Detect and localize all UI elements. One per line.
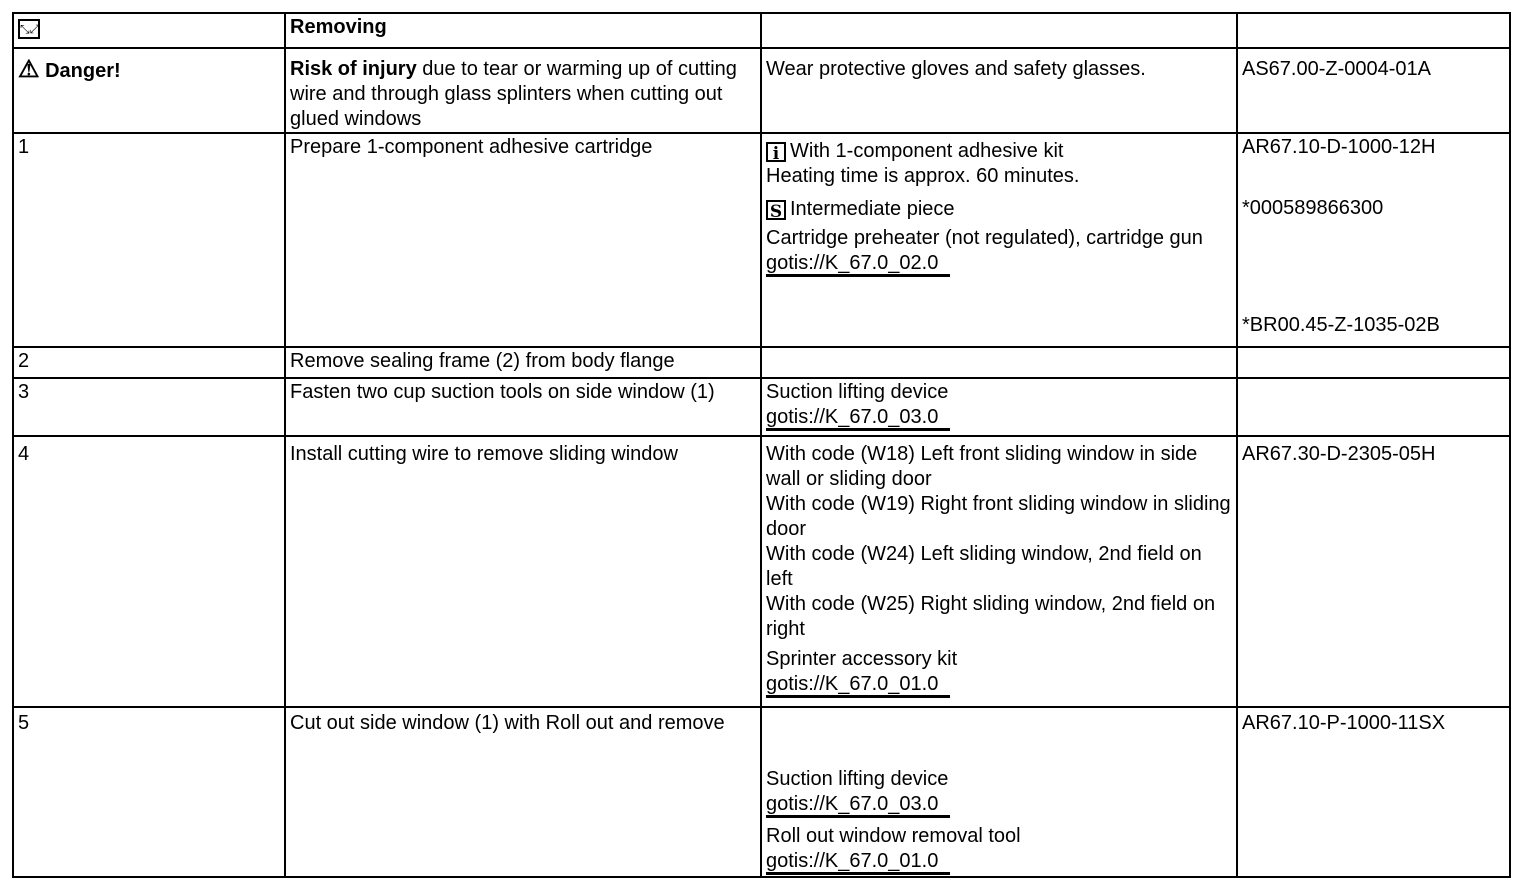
code-note: With code (W18) Left front sliding window in side wall or sliding door bbox=[766, 443, 1198, 490]
code-note: With code (W19) Right front sliding window in sliding door bbox=[766, 493, 1231, 540]
doc-ref[interactable]: AR67.30-D-2305-05H bbox=[1237, 436, 1510, 707]
safety-measure: Wear protective gloves and safety glasses. bbox=[761, 48, 1237, 133]
info-text: With 1-component adhesive kit bbox=[790, 140, 1064, 162]
gotis-link[interactable]: gotis://K_67.0_01.0 bbox=[766, 673, 950, 698]
step-number: 3 bbox=[13, 378, 285, 436]
table-row bbox=[13, 378, 1510, 436]
section-title: Removing bbox=[285, 13, 761, 48]
table-row bbox=[13, 436, 1510, 707]
heating-text: Heating time is approx. 60 minutes. bbox=[766, 165, 1080, 187]
tool-desc: Cartridge preheater (not regulated), cartridge gun bbox=[766, 227, 1203, 249]
part-number[interactable]: *000589866300 bbox=[1242, 197, 1384, 219]
danger-label: Danger! bbox=[45, 60, 121, 82]
step-text: Fasten two cup suction tools on side window (1) bbox=[285, 378, 761, 436]
step-number: 4 bbox=[13, 436, 285, 707]
gotis-link[interactable]: gotis://K_67.0_01.0 bbox=[766, 850, 950, 875]
gotis-link[interactable]: gotis://K_67.0_03.0 bbox=[766, 793, 950, 818]
risk-title: Risk of injury bbox=[290, 58, 417, 80]
warning-triangle-icon: ⚠ bbox=[18, 56, 40, 83]
header-row bbox=[13, 13, 1510, 48]
step-text: Prepare 1-component adhesive cartridge bbox=[285, 133, 761, 347]
tool-desc: Roll out window removal tool bbox=[766, 825, 1021, 847]
step-number: 1 bbox=[13, 133, 285, 347]
code-note: With code (W25) Right sliding window, 2nd field on right bbox=[766, 593, 1216, 640]
tool-desc: Sprinter accessory kit bbox=[766, 648, 958, 670]
doc-ref[interactable]: AR67.10-P-1000-11SX bbox=[1237, 707, 1510, 877]
doc-ref[interactable]: AS67.00-Z-0004-01A bbox=[1237, 48, 1510, 133]
doc-ref[interactable]: AR67.10-D-1000-12H bbox=[1242, 136, 1436, 158]
risk-text: due to tear or warming up of cutting wire and through glass splinters when cutting out glued windows bbox=[290, 58, 737, 130]
step-text: Remove sealing frame (2) from body flange bbox=[285, 347, 761, 378]
doc-ref[interactable]: *BR00.45-Z-1035-02B bbox=[1242, 314, 1440, 336]
table-row bbox=[13, 347, 1510, 378]
step-number: 2 bbox=[13, 347, 285, 378]
step-text: Cut out side window (1) with Roll out and remove bbox=[285, 707, 761, 877]
step-text: Install cutting wire to remove sliding window bbox=[285, 436, 761, 707]
procedure-table bbox=[12, 12, 1511, 878]
tool-name: Intermediate piece bbox=[790, 198, 955, 220]
tool-desc: Suction lifting device bbox=[766, 381, 949, 403]
step-number: 5 bbox=[13, 707, 285, 877]
expand-icon[interactable]: ⤡⤢ bbox=[18, 19, 40, 39]
gotis-link[interactable]: gotis://K_67.0_03.0 bbox=[766, 406, 950, 431]
tool-desc: Suction lifting device bbox=[766, 768, 949, 790]
code-note: With code (W24) Left sliding window, 2nd field on left bbox=[766, 543, 1202, 590]
danger-row bbox=[13, 48, 1510, 133]
gotis-link[interactable]: gotis://K_67.0_02.0 bbox=[766, 252, 950, 277]
table-row bbox=[13, 707, 1510, 877]
info-icon: i bbox=[766, 142, 786, 162]
special-tool-icon: S bbox=[766, 200, 786, 220]
table-row bbox=[13, 133, 1510, 347]
